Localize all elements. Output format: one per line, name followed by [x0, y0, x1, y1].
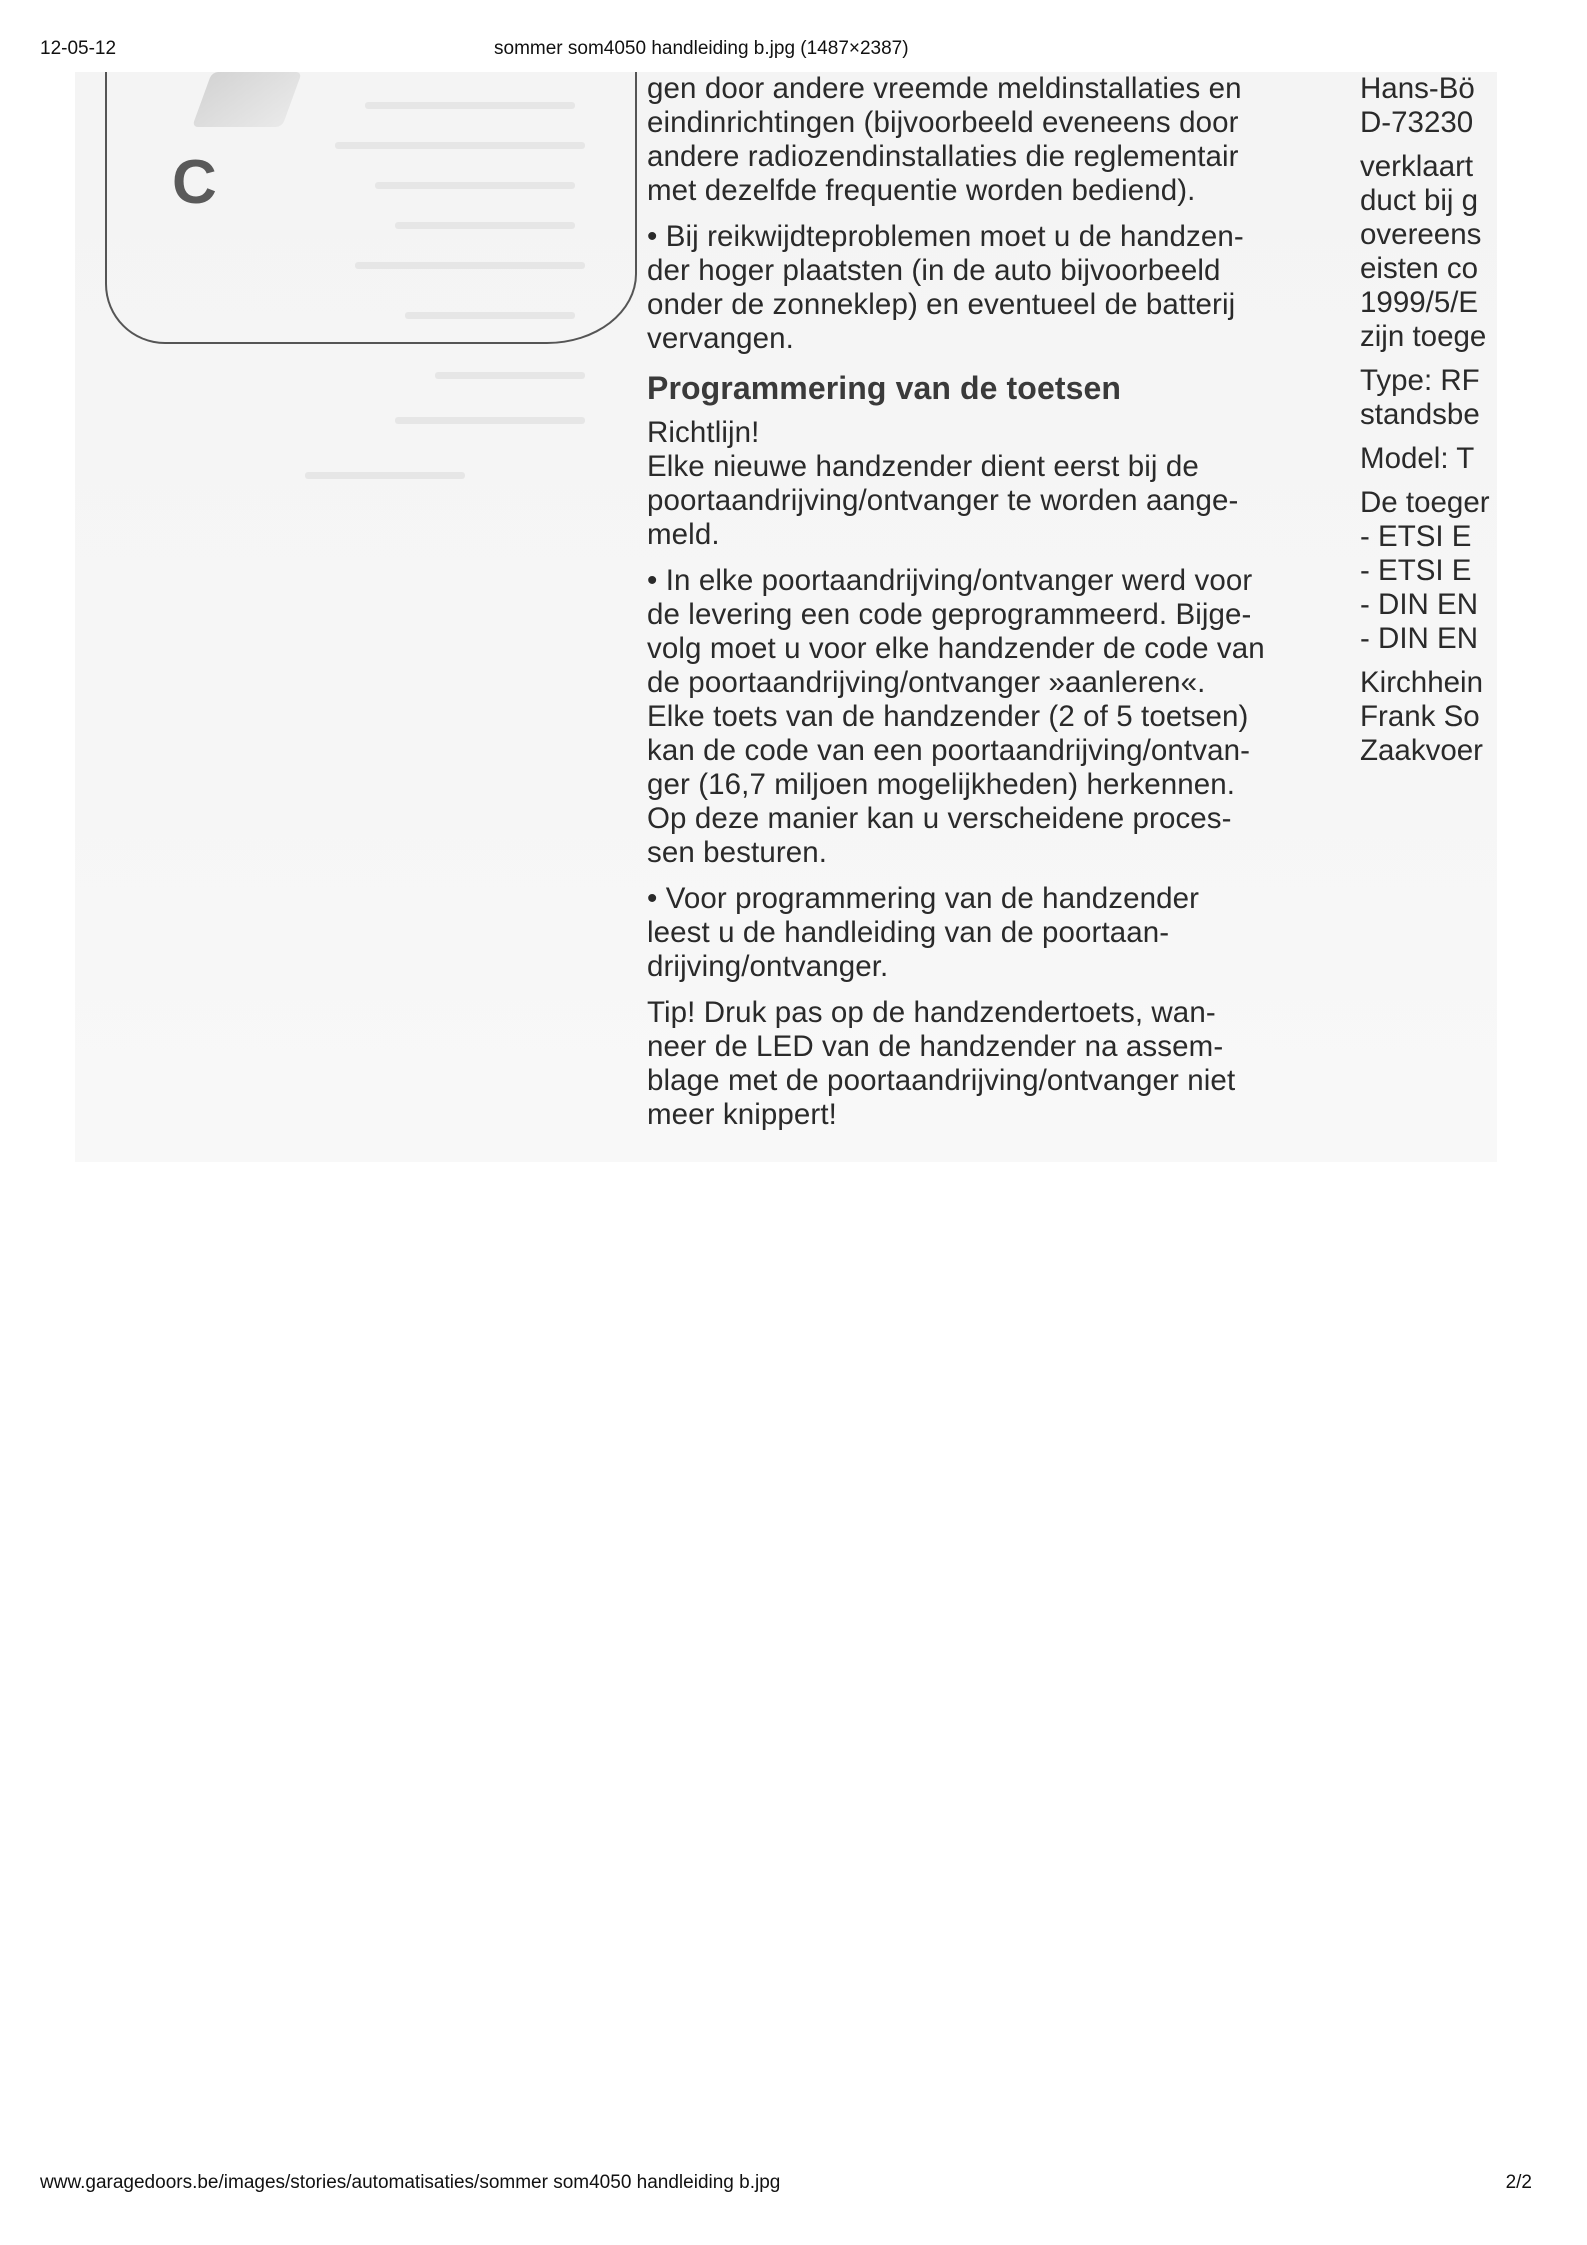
right-declaration: verklaart duct bij g overeens eisten co 1999/5/E zijn toege: [1360, 150, 1487, 353]
right-text-column: [1360, 72, 1490, 778]
paragraph-code: • In elke poortaandrijving/ontvanger werd voor de levering een code geprogrammeerd. Bijge- volg moet u voor elke handzender de code van de poortaandrijving/ontvanger »aanleren«. Elke toets van de handzender (2 of 5 toetsen) kan de code van een poortaandrijving/ontvan- ger (16,7 miljoen mogelijkheden) herkennen. Op deze manier kan u verscheidene proces- sen besturen.: [647, 564, 1265, 869]
paragraph-range-problems: • Bij reikwijdteproblemen moet u de handzen- der hoger plaatsten (in de auto bijvoorbeeld onder de zonneklep) en eventueel de batterij vervangen.: [647, 220, 1244, 355]
paragraph-tip: Tip! Druk pas op de handzendertoets, wan- neer de LED van de handzender na assem- blage met de poortaandrijving/ontvanger niet meer knippert!: [647, 996, 1236, 1131]
right-signature: Kirchhein Frank So Zaakvoer: [1360, 666, 1483, 767]
page-number: 2/2: [1505, 2172, 1532, 2193]
right-model: Model: T: [1360, 442, 1475, 475]
main-text-column: [647, 72, 1407, 1144]
scanned-page: [75, 72, 1497, 1162]
checkmark-icon: [192, 72, 302, 127]
right-standards: De toeger - ETSI E - ETSI E - DIN EN - DIN EN: [1360, 486, 1490, 655]
section-heading: Programmering van de toetsen: [647, 370, 1122, 406]
right-address: Hans-Bö D-73230: [1360, 72, 1475, 139]
paragraph-interference: gen door andere vreemde meldinstallaties en eindinrichtingen (bijvoorbeeld eveneens door andere radiozendinstallaties die reglementair met dezelfde frequentie worden bediend).: [647, 72, 1242, 207]
right-type: Type: RF standsbe: [1360, 364, 1480, 431]
illustration-card: [105, 72, 637, 344]
paragraph-guideline: Richtlijn! Elke nieuwe handzender dient eerst bij de poortaandrijving/ontvanger te worden aange- meld.: [647, 416, 1239, 551]
print-url: www.garagedoors.be/images/stories/automatisaties/sommer som4050 handleiding b.jpg: [40, 2172, 781, 2193]
print-date: 12-05-12: [40, 38, 117, 59]
paragraph-programming: • Voor programmering van de handzender leest u de handleiding van de poortaan- drijving/ontvanger.: [647, 882, 1200, 983]
print-title: sommer som4050 handleiding b.jpg (1487×2387): [494, 38, 909, 59]
figure-letter: C: [172, 148, 217, 217]
